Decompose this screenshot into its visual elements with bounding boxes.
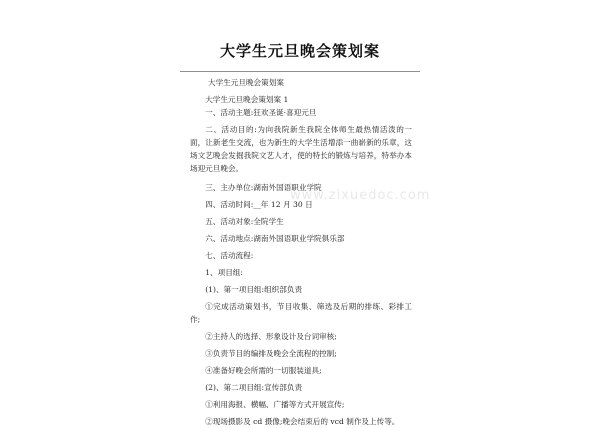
plan-number: 大学生元旦晚会策划案 1 (205, 95, 289, 104)
line-purpose: 二、活动目的:为向我院新生我院全体师生最热情活泼的一面，让新老生交流，也为新生的大学生活增添一曲崭新的乐章，这场文艺晚会发掘我院文艺人才，使的特长的锻炼与培养，特举办本场迎元旦晚会。 (190, 125, 412, 173)
line-task6: ②现场摄影及 cd 摄像;晚会结束后的 vcd 制作及上传等。 (205, 417, 400, 426)
line-audience: 五、活动对象:全院学生 (205, 217, 284, 226)
line-group1: (1)、第一项目组:组织部负责 (205, 285, 303, 294)
line-venue: 六、活动地点:湖南外国语职业学院俱乐部 (205, 234, 345, 243)
line-task2: ②主持人的选择、形象设计及台词审核; (205, 332, 337, 341)
line-task1: ①完成活动策划书，节目收集、筛选及后期的排练、彩排工作; (190, 302, 412, 324)
title-divider (180, 71, 420, 72)
line-task4: ④准备好晚会所需的一切服装道具; (205, 366, 322, 375)
line-project-group: 1、项目组: (205, 268, 243, 277)
line-group2: (2)、第二项目组:宣传部负责 (205, 383, 303, 392)
section-heading: 大学生元旦晚会策划案 (208, 78, 284, 87)
line-task5: ①利用海报、横幅、广播等方式开展宣传; (205, 400, 345, 409)
line-task3: ③负责节目的编排及晚会全流程的控制; (205, 349, 337, 358)
watermark: www.zixuedoc.com (290, 188, 431, 203)
line-host: 三、主办单位:湖南外国语职业学院 (205, 183, 322, 192)
line-theme: 一、活动主题:狂欢圣诞·喜迎元旦 (205, 108, 317, 117)
document-title: 大学生元旦晚会策划案 (219, 42, 380, 60)
document-body (190, 76, 412, 428)
line-time: 四、活动时间:__年 12 月 30 日 (205, 200, 313, 209)
line-process: 七、活动流程: (205, 251, 254, 260)
